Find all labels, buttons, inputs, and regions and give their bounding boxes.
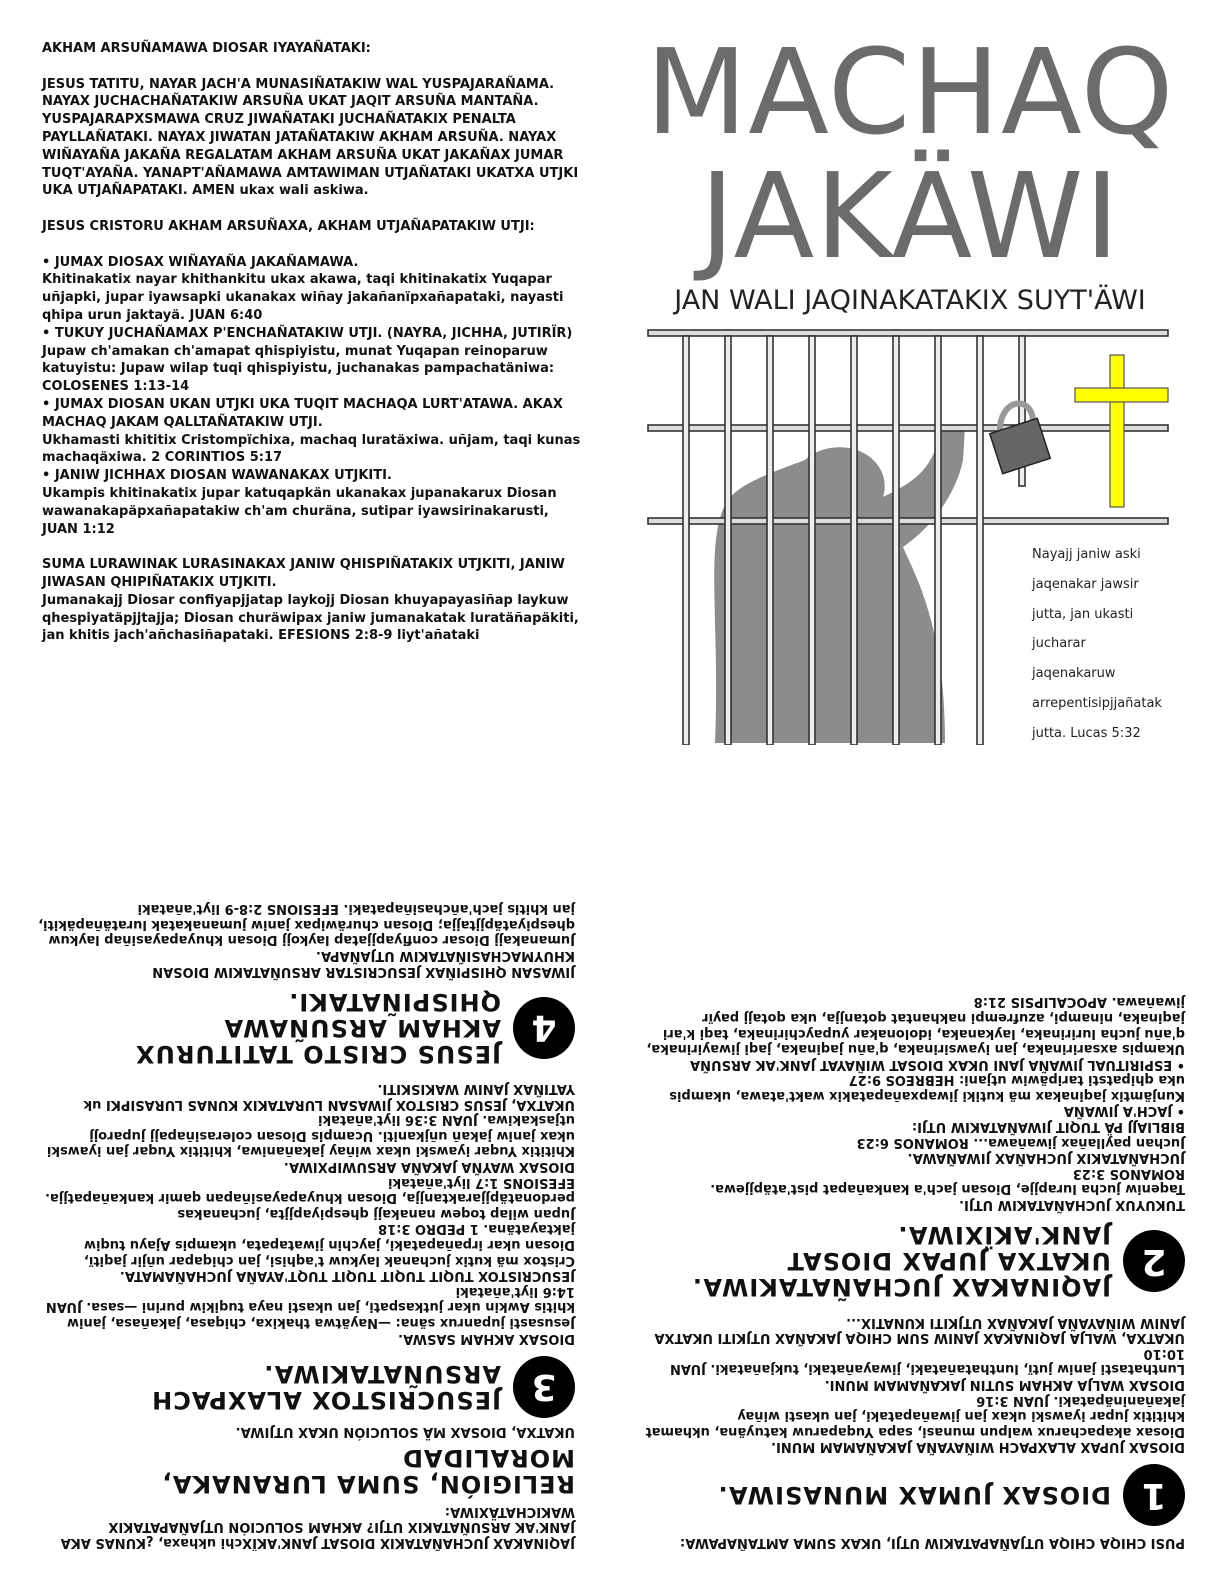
- step4-body: JIWASAN QHISPIÑAX JESUCRISTAR ARSUÑATAKIW DIOSAN KHUYMACHASIÑATAKIW UTJAÑAPA. Jumanakajj Diosar confiyapjjatap laykojj Diosan khuyapayasiñap laykuw qhespiyatäpjjtajja; Diosan churäwipax janiw jumanakatak luratäñapäkiti, jan khitis jach'añchasiñapataki. EFESIONS 2:8-9 liyt'añataki: [38, 901, 575, 979]
- panel-left-intro: JAQINAKAX JUCHAÑATAKIX DIOSAT JANK'AKÏXchi ukhaxa, ¿KUNAS AKA JANK'AK ARSUÑATAKIX UTJI? AKHAM SOLUCIÓN UTJAÑAPATAKIX WAKICHATÄXIWA:: [60, 1503, 575, 1550]
- step2-title: JAQINAKAX JUCHAÑATAKIWA. UKATXA JUPAX DIOSAT JANK'AKÏXIWA.: [691, 1221, 1111, 1302]
- step4-header: [35, 989, 575, 1067]
- prayer-heading: AKHAM ARSUÑAMAWA DIOSAR IYAYAÑATAKI:: [42, 41, 371, 56]
- step3-body: DIOSAX AKHAM SASWA. Jesusasti jupanrux säna: —Nayätwa thakixa, chiqasa, jakañasa, janiw khitis Awkin ukar jutkaspati, jan ukasti naya tuqikiw purini —sasa. JUAN 14:6 liyt'añataki JESUCRISTOX TUQIT TUQIT TUQIT TUQT'AYAÑA JUCHAÑAMATA. Cristox mä kutix juchanak laykuw t'aqhisi, jan chiqapar uñjir jaqitï, Diosan ukar irpañapataki, jaychin jiwatapata, ukampis Ajayu tuqiw jaktayatäna. 1 PEDRO 3:18 Jupan wilap toqew nanakajj qhespiyapjjta, juchanakas perdonatäpjjaraktanjja, Diosan khuyapayasiñapan qamir kankañapatjja. EFESIONS 1:7 liyt'añataki DIOSAX WAYÑA JAKAÑA ARSUWIPXIWA. Khititix Yuqar iyawski ukax wiñay jakañaniwa, khititix Yuqar jan iyawski ukax janiw jakañ uñjkaniti. Ucampis Diosan colerasiñapajj juparojj utjaskakiwa. JUAN 3:36 liyt'añataki UKATXA, JESUS CRISTOX JIWASAN LURATAKIX KUNAS LURASIPKI uk YATIÑAX JANIW WAKISKITI.: [45, 1081, 575, 1346]
- step4-number: 4: [513, 997, 575, 1059]
- step1-number: 1: [1123, 1464, 1185, 1526]
- prayer-panel: [42, 40, 587, 645]
- step3-title: JESUCRISTOX ALAXPACH ARSUÑATAKIWA.: [151, 1359, 501, 1414]
- panel-right-intro: PUSI CHIQA CHIQA UTJAÑAPATAKIW UTJI, UKAX SUMA AMTAÑAPAWA:: [679, 1535, 1185, 1550]
- panel-steps-3-4: [35, 800, 575, 1550]
- closing-text: SUMA LURAWINAK LURASINAKAX JANIW QHISPIÑATAKIX UTJKITI, JANIW JIWASAN QHIPIÑATAKIX UTJKITI. Jumanakajj Diosar confiyapjjatap laykojj Diosan khuyapayasiñap laykuw qhespiyatäpjjtajja; Diosan churäwipax janiw jumanakatak luratäñapäkiti, jan khitis jach'añchasiñapataki. EFESIONS 2:8-9 liyt'añataki: [42, 557, 579, 644]
- panel-left-intro-big: RELIGIÓN, SUMA LURANAKA, MORALIDAD: [161, 1444, 575, 1499]
- step3-header: [35, 1356, 575, 1418]
- step1-body: DIOSAX JUPAX ALAXPACH WIÑAYAÑA JAKAÑAMAM MUNI. Diosax akapacharux walpun munasi, sapa Yuqaparuw katuyäna, ukhamat khititix jupar iyawski ukax jan jiwañapataki, jan ukasti wiñay jakañaninäpataki. JUAN 3:16 DIOSAX WALJA AKHAM SUTIN JAKAÑAMAM MUNI. Lunthatasti janiw jutï, lunthatañataki, jiwayañataki, tukjañataki. JUAN 10:10 UKATXA, WALJA JAQINAKAX JANIW SUM CHIQA JAKAÑAX UTJKITI UKATXA JANIW WIÑAYAÑA JAKAÑAX UTJKITI KUNATIX...: [645, 1314, 1185, 1455]
- step4-title: JESUS CRISTO TATITURUX AKHAM ARSUÑAWA QHISPIÑATAKI.: [134, 987, 501, 1068]
- cover-subtitle: JAN WALI JAQINAKATAKIX SUYT'ÄWI: [674, 285, 1146, 316]
- benefits-heading: JESUS CRISTORU AKHAM ARSUÑAXA, AKHAM UTJAÑAPATAKIW UTJI:: [42, 218, 535, 234]
- prisoner-silhouette-icon: [714, 425, 965, 743]
- cover-verse: Nayajj janiw aski jaqenakar jawsir jutta, jan ukasti jucharar jaqenakaruw arrepentisipjjañatak jutta. Lucas 5:32: [1032, 547, 1162, 741]
- step2-number: 2: [1123, 1230, 1185, 1292]
- panel-steps-1-2: [640, 800, 1185, 1550]
- panel-left-intro-end: UKATXA, DIOSAX MÄ SOLUCIÓN UKAX UTJIWA.: [235, 1424, 575, 1440]
- step3-number: 3: [513, 1356, 575, 1418]
- step2-body: TUKUYUX JUCHAÑATAKIW UTJI. Taqeniw jucha lurapjje, Diosan jach'a kankañapat pist'atäpjjewa. ROMANOS 3:23 JUCHAÑATAKIX JUCHAÑAX JIWAÑAWA. Juchan payllañax jiwañawa... ROMANOS 6:23 BIBLIAJJ PÄ TUQIT JIWAÑATAKIW UTJI: • JACH'A JIWAÑA Kunjämtix jaqinakax mä kutiki jiwapxañapatakix wakt'atawa, ukampis uka qhipatsti taripäwiw utjani: HEBREOS 9:27 • ESPIRITUAL JIWAÑA JANI UKAX DIOSAT WIÑAYAT JANK'AK ARSUÑA Ukampis axsaririnaka, jan iyawsirinaka, q'añu jaqinaka, jaqi jiwayirinaka, q'añu jucha luririnaka, laykanaka, idolonakar yupaychirinaka, taqi k'ari jaqinaka, ninampi, azufrempi nakhantat qotanjja, uka qotajj payïr jiwañawa. APOCALIPSIS 21:8: [646, 994, 1185, 1213]
- benefits-list: • JUMAX DIOSAX WIÑAYAÑA JAKAÑAMAWA. Khitinakatix nayar khithankitu ukax akawa, taqi khitinakatix Yuqapar uñjapki, jupar iyawsapki ukanakax wiñay jakañanïpxañapataki, nayasti qhipa urun jaktayä. JUAN 6:40 • TUKUY JUCHAÑAMAX P'ENCHAÑATAKIW UTJI. (NAYRA, JICHHA, JUTIRÏR) Jupaw ch'amakan ch'amapat qhispiyistu, munat Yuqapan reinoparuw katuyistu: Jupaw wilap tuqi qhispiyistu, juchanakas pampachatäniwa: COLOSENES 1:13-14 • JUMAX DIOSAN UKAN UTJKI UKA TUQIT MACHAQA LURT'ATAWA. AKAX MACHAQ JAKAM QALLTAÑATAKIW UTJI. Ukhamasti khititix Cristompïchixa, machaq luratäxiwa. uñjam, taqi kunas machaqäxiwa. 2 CORINTIOS 5:17 • JANIW JICHHAX DIOSAN WAWANAKAX UTJKITI. Ukampis khitinakatix jupar katuqapkän ukanakax jupanakarux Diosan wawanakapäpxañapatakiw ch'am churäna, sutipar iyawsirinakarusti, JUAN 1:12: [42, 254, 581, 537]
- step1-title: DIOSAX JUMAX MUNASIWA.: [717, 1481, 1111, 1510]
- step2-header: [640, 1222, 1185, 1300]
- step1-header: [640, 1464, 1185, 1526]
- cover-title-line2: JAKÄWI: [699, 147, 1121, 285]
- prayer-body: JESUS TATITU, NAYAR JACH'A MUNASIÑATAKIW WAL YUSPAJARAÑAMA. NAYAX JUCHACHAÑATAKIW ARSUÑA UKAT JAQIT ARSUÑA MANTAÑA. YUSPAJARAPXSMAWA CRUZ JIWAÑATAKI JUCHAÑATAKIX PENALTA PAYLLAÑATAKI. NAYAX JIWATAN JATAÑATAKIW AKHAM ARSUÑA. NAYAX WIÑAYAÑA JAKAÑA REGALATAM AKHAM ARSUÑA UKAT JAKAÑAX JUMAR TUQT'AYAÑA. YANAPT'AÑAMAWA AMTAWIMAN UTJAÑATAKI UKATXA UTJKI UKA UTJAÑAPATAKI. AMEN ukax wali askiwa.: [42, 76, 579, 199]
- cover-title-line1: MACHAQ: [645, 23, 1175, 161]
